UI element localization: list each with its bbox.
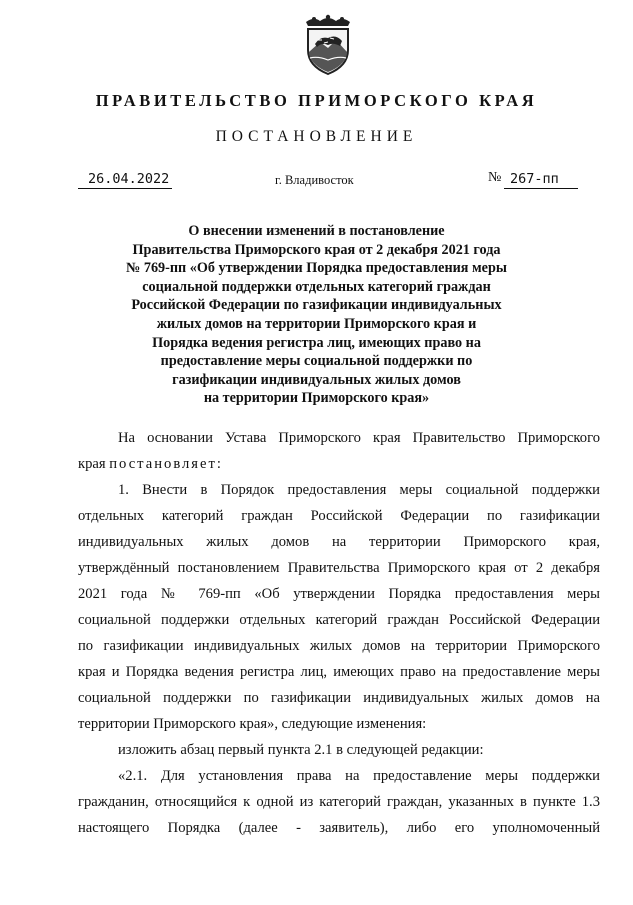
body-line: гражданин, относящийся к одной из категорий граждан, указанных в пункте 1.3 [78,794,600,810]
body-line: по газификации индивидуальных жилых домов на территории Приморского [78,638,600,654]
body-line: «2.1. Для установления права на предоставление меры поддержки [118,768,600,784]
body-line [78,454,600,474]
subject-line: жилых домов на территории Приморского края и [156,315,477,332]
subject-line: Порядка ведения регистра лиц, имеющих право на [152,334,481,351]
body-line: утверждённый постановлением Правительства Приморского края от 2 декабря [78,560,600,576]
document-date: 26.04.2022 [78,170,172,189]
body-line: социальной поддержки отдельных категорий граждан Российской Федерации [78,612,600,628]
subject-line: Российской Федерации по газификации индивидуальных [131,297,502,314]
document-subject [80,222,553,408]
resolves-word: постановляет: [109,456,223,472]
document-city: г. Владивосток [275,173,354,187]
coat-of-arms-icon [300,14,356,76]
body-line: индивидуальных жилых домов на территории Приморского края, [78,534,600,550]
body-line: 1. Внести в Порядок предоставления меры социальной поддержки [118,482,600,498]
subject-line: предоставление меры социальной поддержки по [160,353,473,370]
body-line: настоящего Порядка (далее - заявитель), либо его уполномоченный [78,820,600,836]
subject-line: О внесении изменений в постановление [188,223,445,239]
body-line: изложить абзац первый пункта 2.1 в следующей редакции: [118,742,484,758]
body-line: социальной поддержки по газификации индивидуальных жилых домов на [78,690,600,706]
subject-line: на территории Приморского края» [203,390,430,407]
subject-line: № 769-пп «Об утверждении Порядка предоставления меры [126,260,507,277]
subject-line: газификации индивидуальных жилых домов [172,371,461,388]
number-sign: № [488,170,502,185]
body-line: края и Порядка ведения регистра лиц, имеющих право на предоставление меры [78,664,600,680]
subject-line: социальной поддержки отдельных категорий граждан [142,278,491,295]
subject-line: Правительства Приморского края от 2 декабря 2021 года [132,241,501,258]
body-line: территории Приморского края», следующие изменения: [78,716,427,732]
body-text: края [78,456,110,472]
body-line: 2021 года № 769-пп «Об утверждении Порядка предоставления меры [78,586,600,602]
government-title: ПРАВИТЕЛЬСТВО ПРИМОРСКОГО КРАЯ [95,91,538,110]
body-line: отдельных категорий граждан Российской Федерации по газификации [78,508,600,524]
document-number: 267-пп [504,170,578,189]
document-type: ПОСТАНОВЛЕНИЕ [215,128,418,145]
body-line: На основании Устава Приморского края Правительство Приморского [118,430,600,446]
